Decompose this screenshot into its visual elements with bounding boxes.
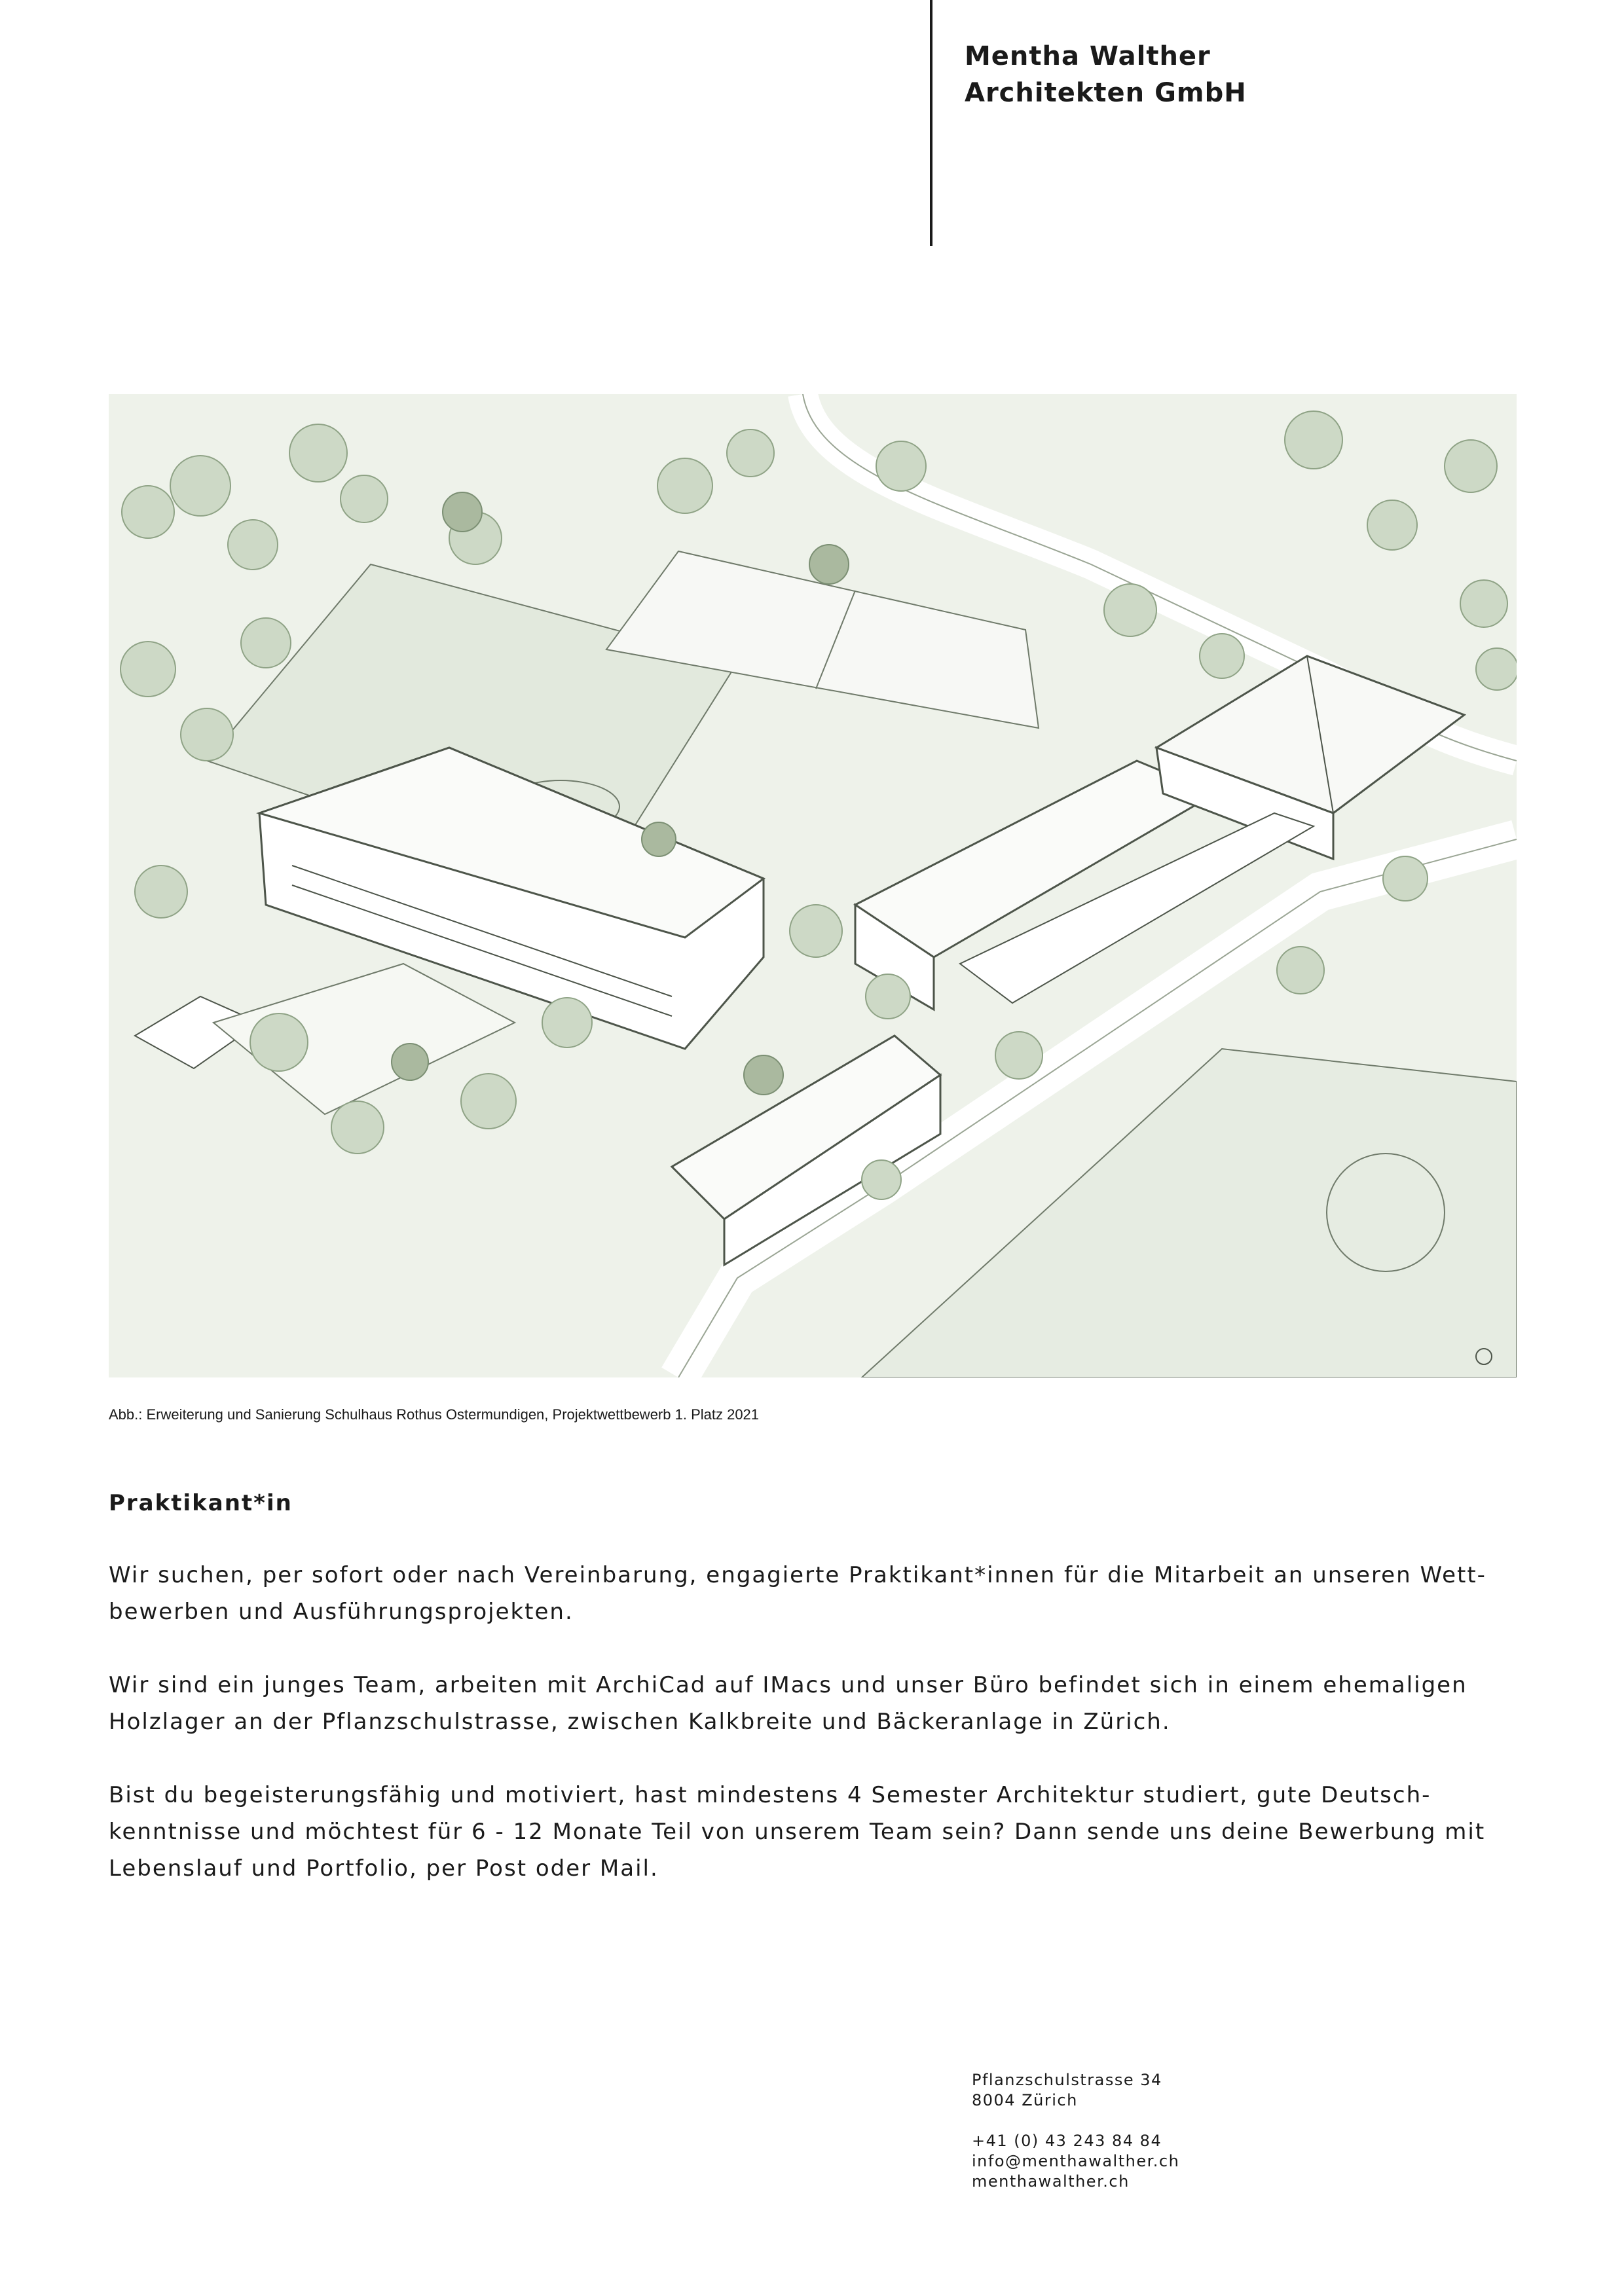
header-divider bbox=[930, 0, 932, 246]
paragraph-team bbox=[109, 1667, 1517, 1740]
job-description bbox=[109, 1557, 1517, 1923]
text-line: Wir suchen, per sofort oder nach Vereinbarung, engagierte Praktikant*innen für die Mitarbeit an unseren Wett- bbox=[109, 1562, 1486, 1588]
address-city: 8004 Zürich bbox=[972, 2091, 1078, 2109]
address-street: Pflanzschulstrasse 34 bbox=[972, 2071, 1162, 2089]
email-link[interactable]: info@menthawalther.ch bbox=[972, 2152, 1180, 2170]
company-name bbox=[965, 38, 1247, 111]
project-illustration bbox=[109, 394, 1517, 1377]
job-title: Praktikant*in bbox=[109, 1490, 293, 1516]
website-link[interactable]: menthawalther.ch bbox=[972, 2172, 1130, 2191]
company-name-line1: Mentha Walther bbox=[965, 41, 1211, 71]
text-line: Bist du begeisterungsfähig und motiviert, hast mindestens 4 Semester Architektur studiert, gute Deutsch- bbox=[109, 1782, 1431, 1808]
text-line: bewerben und Ausführungsprojekten. bbox=[109, 1599, 574, 1625]
text-line: Wir sind ein junges Team, arbeiten mit ArchiCad auf IMacs und unser Büro befindet sich in einem ehemaligen bbox=[109, 1672, 1467, 1698]
text-line: Lebenslauf und Portfolio, per Post oder Mail. bbox=[109, 1855, 659, 1882]
paragraph-intro bbox=[109, 1557, 1517, 1630]
paragraph-requirements bbox=[109, 1777, 1517, 1887]
phone-number: +41 (0) 43 243 84 84 bbox=[972, 2132, 1162, 2150]
figure-caption: Abb.: Erweiterung und Sanierung Schulhaus Rothus Ostermundigen, Projektwettbewerb 1. Platz 2021 bbox=[109, 1406, 760, 1423]
text-line: kenntnisse und möchtest für 6 - 12 Monate Teil von unserem Team sein? Dann sende uns deine Bewerbung mit bbox=[109, 1819, 1486, 1845]
company-name-line2: Architekten GmbH bbox=[965, 78, 1247, 108]
contact-block bbox=[972, 2070, 1179, 2192]
text-line: Holzlager an der Pflanzschulstrasse, zwischen Kalkbreite und Bäckeranlage in Zürich. bbox=[109, 1709, 1171, 1735]
